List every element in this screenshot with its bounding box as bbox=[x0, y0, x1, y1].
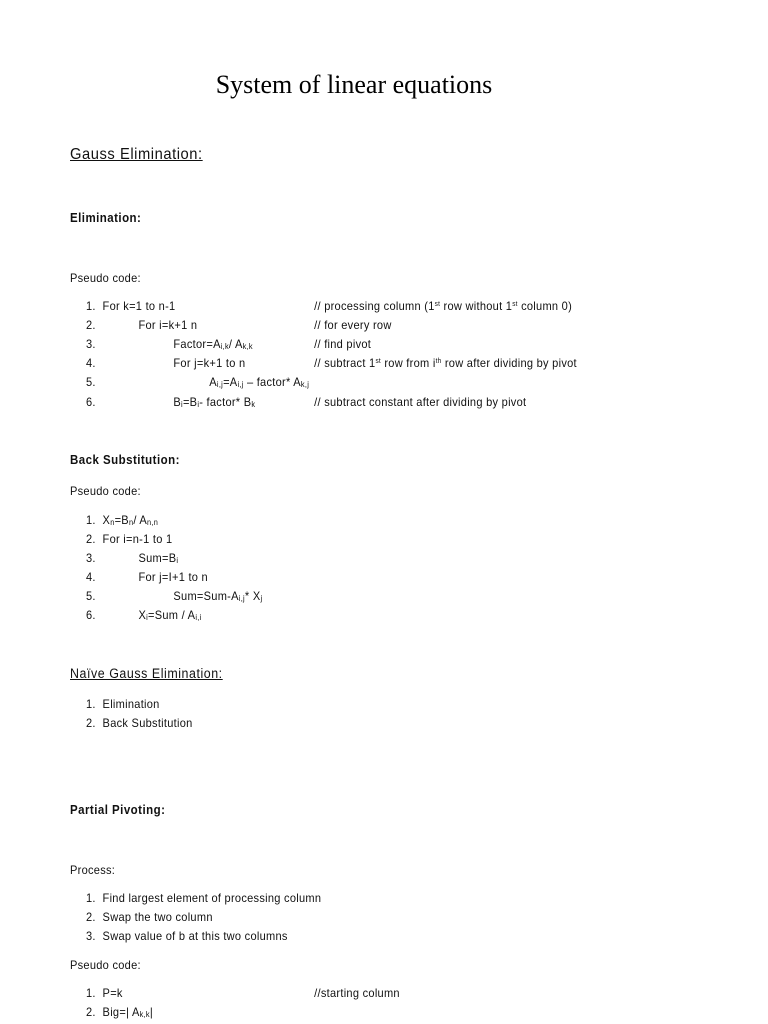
elimination-heading: Elimination: bbox=[70, 211, 142, 225]
back-pseudo-label: Pseudo code: bbox=[70, 484, 141, 498]
naive-gauss-heading: Naïve Gauss Elimination: bbox=[70, 666, 223, 681]
back-substitution-heading: Back Substitution: bbox=[70, 453, 180, 467]
partial-pivoting-heading: Partial Pivoting: bbox=[70, 803, 166, 817]
page-title: System of linear equations bbox=[215, 70, 493, 99]
elim-line-1-comment: // processing column (1st row without 1st column 0) bbox=[314, 299, 573, 313]
document-page: System of linear equations Gauss Elimination: Elimination: Pseudo code: 1. For k=1 to n-1 // processing column (1st row without 1st column 0) 2. For i=k+1 n // for every row 3. $Factor=A_{i,k}/$ $A_{k,k}$ // find pivot 4. For j=k+1 to n // subtract 1st row from $i^{th}$ row after dividing by pivot 5. $A_{i,j}=A_{i,j}$ – factor* $A_{k,j}$ 6. $B_i=B_i-$ factor* $B_k$ // subtract constant after dividing by pivot Back Substitution: Pseudo code: 1. $X_n=B_n/$ $A_{n,n}$ 2. For i=n-1 to 1 3. $Sum=B_i$ 4. For j=I+1 to n 5. $Sum=Sum-A_{i,j}*$ $X_j$ 6. $X_i=Sum / A_{i,i}$ Naïve Gauss Elimination: 1. Elimination 2. Back Substitution Partial Pivoting: Process: 1. Find largest element of processing column 2. Swap the two column 3. Swap value of b at this two columns Pseudo code: 1. P=k //starting column 2. Big=| $A_{k,k}|$ bbox=[0, 0, 768, 1024]
process-label: Process: bbox=[70, 863, 116, 877]
elimination-pseudo-label: Pseudo code: bbox=[70, 271, 141, 285]
partial-pseudo-label: Pseudo code: bbox=[70, 958, 141, 972]
gauss-elimination-heading: Gauss Elimination: bbox=[70, 146, 203, 163]
